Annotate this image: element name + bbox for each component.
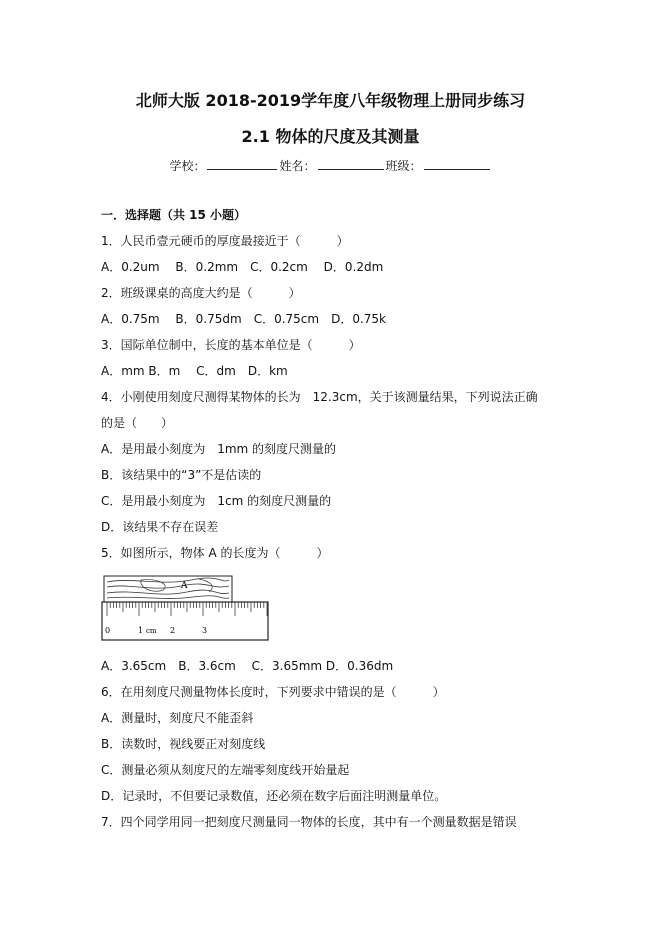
document-subtitle: 2.1 物体的尺度及其测量: [241, 127, 420, 146]
option-6a: A．测量时，刻度尺不能歪斜: [101, 711, 254, 725]
question-1: 1．人民币壹元硬币的厚度最接近于（ ）: [101, 234, 349, 248]
tick-label-3: 3: [202, 626, 208, 635]
student-info-fields: [0, 157, 661, 174]
class-blank: [424, 157, 490, 170]
name-blank: [318, 157, 384, 170]
ruler-body: [102, 602, 268, 640]
question-2: 2．班级课桌的高度大约是（ ）: [101, 286, 301, 300]
section-title: 一．选择题（共 15 小题）: [101, 208, 247, 222]
tick-label-2: 2: [170, 626, 176, 635]
options-5: A．3.65cm B．3.6cm C．3.65mm D．0.36dm: [101, 659, 394, 673]
question-6: 6．在用刻度尺测量物体长度时，下列要求中错误的是（ ）: [101, 685, 445, 699]
school-label: 学校：: [169, 159, 206, 173]
question-5: 5．如图所示，物体 A 的长度为（ ）: [101, 546, 329, 560]
option-4d: D．该结果不存在误差: [101, 520, 219, 534]
option-6c: C．测量必须从刻度尺的左端零刻度线开始量起: [101, 763, 350, 777]
tick-unit-label: cm: [146, 627, 157, 635]
school-blank: [207, 157, 277, 170]
option-4c: C．是用最小刻度为 1cm 的刻度尺测量的: [101, 494, 332, 508]
ruler-figure: [101, 574, 273, 642]
option-6d: D．记录时，不但要记录数值，还必须在数字后面注明测量单位。: [101, 789, 447, 803]
question-7: 7．四个同学用同一把刻度尺测量同一物体的长度，其中有一个测量数据是错误: [101, 815, 517, 829]
document-title: 北师大版 2018-2019学年度八年级物理上册同步练习: [135, 91, 526, 110]
name-label: 姓名：: [279, 159, 316, 173]
options-1: A．0.2um B．0.2mm C．0.2cm D．0.2dm: [101, 260, 384, 274]
tick-label-1: 1: [138, 626, 144, 635]
options-3: A．mm B．m C．dm D．km: [101, 364, 288, 378]
object-a: [104, 576, 232, 602]
option-4b: B．该结果中的“3”不是估读的: [101, 468, 262, 482]
question-4: 4．小刚使用刻度尺测得某物体的长为 12.3cm，关于该测量结果，下列说法正确: [101, 390, 538, 404]
options-2: A．0.75m B．0.75dm C．0.75cm D．0.75k: [101, 312, 386, 326]
question-4-cont: 的是（ ）: [101, 416, 174, 430]
option-6b: B．读数时，视线要正对刻度线: [101, 737, 266, 751]
question-3: 3．国际单位制中，长度的基本单位是（ ）: [101, 338, 361, 352]
object-a-label: A: [181, 581, 188, 591]
option-4a: A．是用最小刻度为 1mm 的刻度尺测量的: [101, 442, 337, 456]
class-label: 班级：: [385, 159, 422, 173]
tick-label-0: 0: [105, 626, 111, 635]
